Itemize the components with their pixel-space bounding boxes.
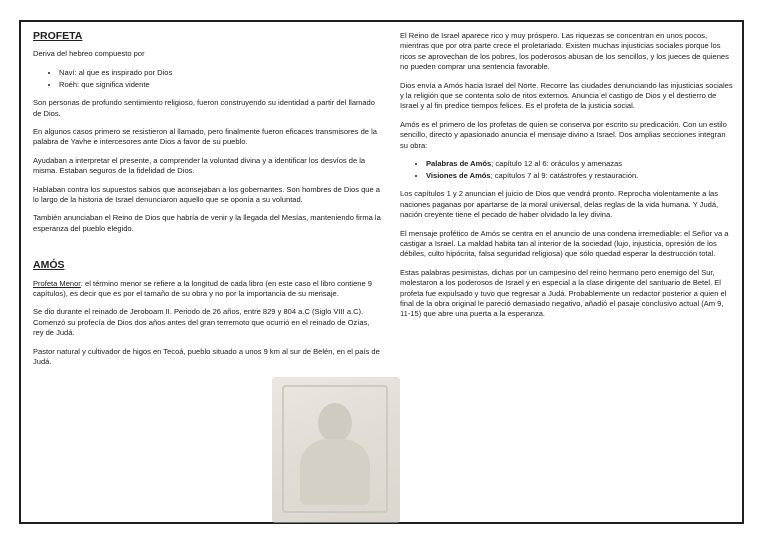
paragraph: Ayudaban a interpretar el presente, a comprender la voluntad divina y a identificar los desvíos de la misma. Estaban seguros de la fidelidad de Dios.: [33, 155, 366, 176]
paragraph: El Reino de Israel aparece rico y muy próspero. Las riquezas se concentran en unos pocos, mientras que por otra parte crece el proletariado. Existen muchas injusticias sociales porque los ricos se aprovechan de los pobres, los poderosos abusan de los sencillos, y los jueces de quienes no pueden comprar una sentencia favorable.: [400, 31, 729, 72]
list-item: [426, 171, 734, 181]
profeta-menor-label: Profeta Menor: [33, 278, 81, 288]
paragraph: Pastor natural y cultivador de higos en Tecoá, pueblo situado a unos 9 km al sur de Belén, en el país de Judá.: [33, 346, 380, 367]
paragraph: Son personas de profundo sentimiento religioso, fueron construyendo su identidad a partir del llamado de Dios.: [33, 98, 375, 118]
left-column: [33, 31, 381, 375]
sections-list: [400, 159, 734, 181]
list-item: • Naví: al que es inspirado por Dios: [59, 68, 381, 78]
paragraph: En algunos casos primero se resistieron al llamado, pero finalmente fueron eficaces transmisores de la palabra de Yavhe e intercesores ante Dios a favor de su pueblo.: [33, 126, 377, 147]
paragraph: Deriva del hebreo compuesto por: [33, 49, 145, 59]
list-item: • Roéh: que significa vidente: [59, 80, 381, 90]
profeta-heading: PROFETA: [33, 30, 83, 42]
list-item-bold: Palabras de Amós: [426, 159, 492, 169]
list-item-bold: Visiones de Amós: [426, 170, 491, 180]
amos-heading: AMÓS: [33, 259, 65, 272]
list-item-text: ; capítulo 12 al 6: oráculos y amenazas: [491, 159, 623, 169]
document-page: [19, 20, 744, 524]
paragraph-text: : el término menor se refiere a la longitud de cada libro (en este caso el libro contiene 9 capítulos), es decir que es por el tamaño de su obra y no por la importancia de su mensaje.: [33, 278, 372, 298]
paragraph: También anunciaban el Reino de Dios que habría de venir y la llegada del Mesías, manteniendo firma la esperanza del pueblo elegido.: [33, 213, 381, 233]
paragraph: Amós es el primero de los profetas de quien se conserva por escrito su predicación. Con un estilo sencillo, directo y apasionado anuncia el mensaje divino a Israel. Dos amplias secciones integran su obra:: [400, 119, 727, 150]
list-item-text: ; capítulos 7 al 9: catástrofes y restauración.: [490, 170, 639, 180]
paragraph: Estas palabras pesimistas, dichas por un campesino del reino hermano pero enemigo del Sur, molestaron a los poderosos de Israel y en especial a la clase dirigente del santuario de Betel. El profeta fue expulsado y tuvo que regresar a Judá. Probablemente un redactor posterior a quien el final de la obra original le pareció demasiado negativo, añadió el pasaje conclusivo actual (Am 9, 11-15) que abre una puerta a la esperanza.: [400, 267, 727, 319]
etymology-list: [33, 68, 381, 90]
right-column: [400, 31, 734, 328]
paragraph: Los capítulos 1 y 2 anuncian el juicio de Dios que vendrá pronto. Reprocha violentamente a las naciones paganas por apartarse de la moral universal, delas reglas de la vida humana. Y Judá, nación creyente tiene el pecado de haber olvidado la ley divina.: [400, 189, 719, 220]
paragraph: [33, 279, 381, 300]
paragraph: Dios envía a Amós hacia Israel del Norte. Recorre las ciudades denunciando las injusticias sociales y la religión que se contenta solo de ritos externos. Anuncia el castigo de Dios y el destierro de Israel y al fin predice tiempos felices. Es el profeta de la justicia social.: [400, 80, 733, 111]
paragraph: Se dio durante el reinado de Jeroboam II. Periodo de 26 años, entre 829 y 804 a.C (Siglo VIII a.C). Comenzó su profecía de Dios dos años antes del gran terremoto que ocurrió en el reinado de Ozías, rey de Judá.: [33, 307, 370, 338]
illustration-figure-head: [318, 403, 352, 443]
list-item: [426, 159, 734, 169]
paragraph: Hablaban contra los supuestos sabios que aconsejaban a los gobernantes. Son hombres de Dios que a lo largo de la historia de Israel denunciaron aquello que se oponía a su voluntad.: [33, 184, 380, 204]
paragraph: El mensaje profético de Amós se centra en el anuncio de una condena irremediable: el Señor va a castigar a Israel. La maldad habita tan al interior de la sociedad (lujo, injusticia, opresión de los débiles, culto hipócrita, falsa seguridad religiosa) que sólo quedad esperar la destrucción total.: [400, 228, 729, 259]
illustration-figure-body: [300, 439, 370, 505]
prophet-illustration: [272, 377, 400, 523]
